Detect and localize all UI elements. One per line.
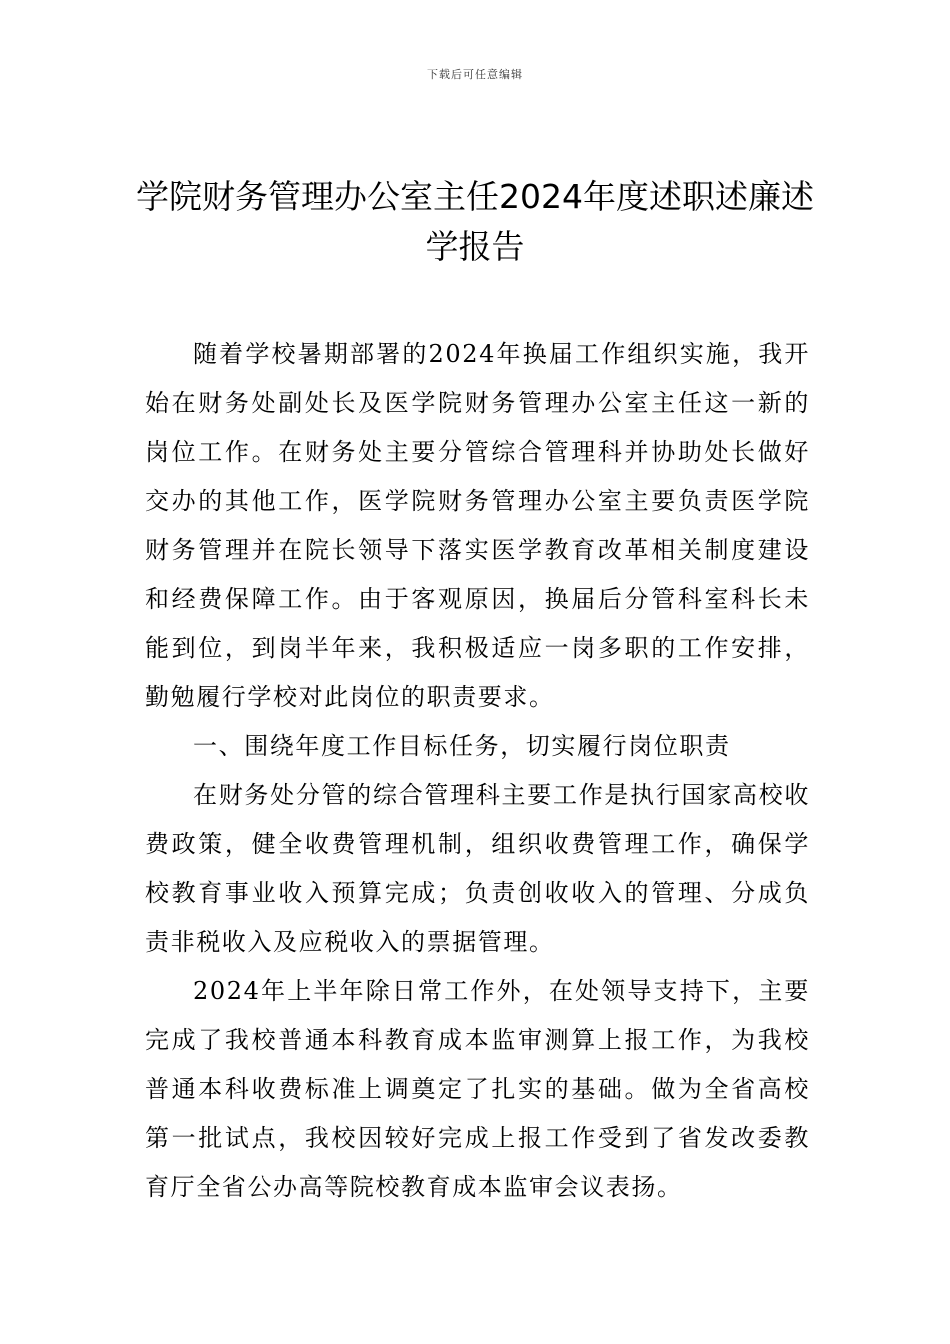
paragraph-intro: 随着学校暑期部署的2024年换届工作组织实施，我开始在财务处副处长及医学院财务管理办公室主任这一新的岗位工作。在财务处主要分管综合管理科并协助处长做好交办的其他工作，医学院财务管理办公室主要负责医学院财务管理并在院长领导下落实医学教育改革相关制度建设和经费保障工作。由于客观原因，换届后分管科室科长未能到位，到岗半年来，我积极适应一岗多职的工作安排，勤勉履行学校对此岗位的职责要求。 bbox=[145, 340, 810, 711]
header-note: 下载后可任意编辑 bbox=[427, 68, 523, 81]
section-heading: 一、围绕年度工作目标任务，切实履行岗位职责 bbox=[193, 732, 731, 760]
paragraph-duties: 在财务处分管的综合管理科主要工作是执行国家高校收费政策，健全收费管理机制，组织收费管理工作，确保学校教育事业收入预算完成；负责创收收入的管理、分成负责非税收入及应税收入的票据管理。 bbox=[145, 781, 810, 956]
document-body bbox=[145, 330, 810, 1212]
document-title: 学院财务管理办公室主任2024年度述职述廉述学报告 bbox=[136, 177, 814, 266]
paragraph-achievements: 2024年上半年除日常工作外，在处领导支持下，主要完成了我校普通本科教育成本监审测算上报工作，为我校普通本科收费标准上调奠定了扎实的基础。做为全省高校第一批试点，我校因较好完成上报工作受到了省发改委教育厅全省公办高等院校教育成本监审会议表扬。 bbox=[145, 977, 810, 1201]
